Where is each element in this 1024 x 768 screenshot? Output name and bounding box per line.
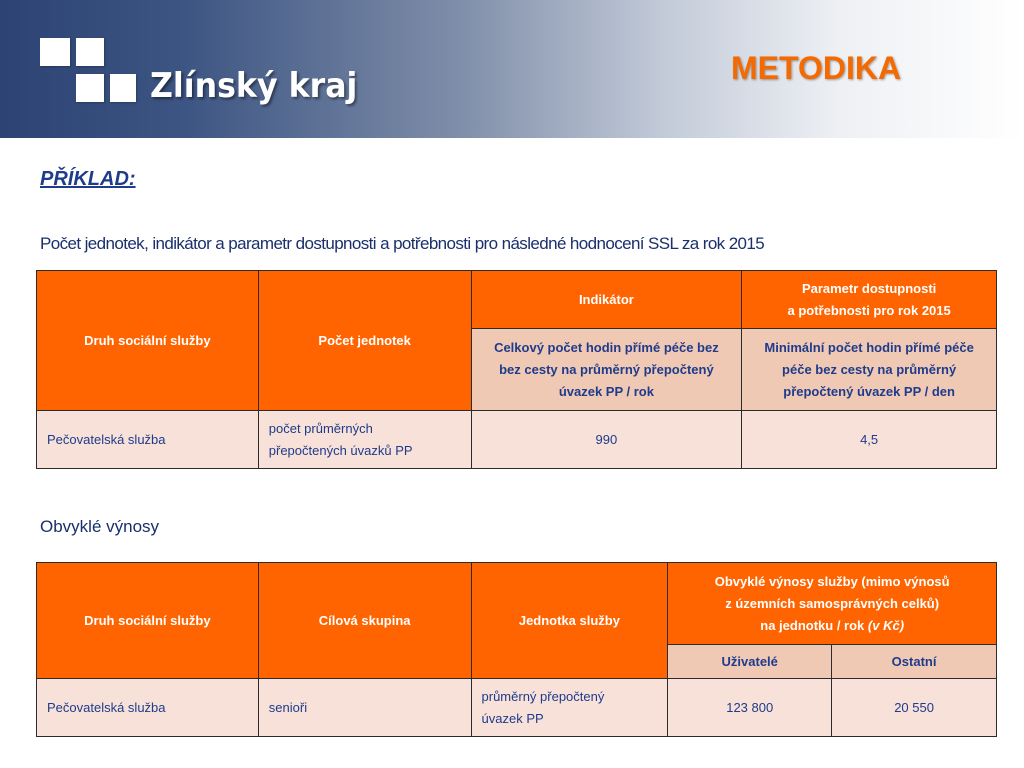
header-service-type: Druh sociální služby bbox=[37, 271, 259, 411]
cell-parameter-value: 4,5 bbox=[742, 411, 997, 469]
cell-unit-line2: úvazek PP bbox=[481, 710, 544, 726]
cell-other-value: 20 550 bbox=[832, 679, 997, 737]
header-parameter-line2: a potřebnosti pro rok 2015 bbox=[787, 302, 951, 318]
example-heading: PŘÍKLAD: bbox=[40, 168, 136, 190]
cell-service: Pečovatelská služba bbox=[37, 679, 259, 737]
header-unit: Jednotka služby bbox=[471, 563, 668, 679]
table-row bbox=[37, 411, 997, 469]
section-title: METODIKA bbox=[731, 50, 902, 86]
header-revenue-line1: Obvyklé výnosy služby (mimo výnosů bbox=[714, 573, 950, 589]
header-revenue-line2: z územních samosprávných celků) bbox=[725, 595, 940, 611]
cell-users-value: 123 800 bbox=[668, 679, 832, 737]
table-row bbox=[37, 679, 997, 737]
table-description: Počet jednotek, indikátor a parametr dostupnosti a potřebnosti pro následné hodnocení SSL za rok 2015 bbox=[40, 234, 765, 253]
subheader-users: Uživatelé bbox=[668, 645, 832, 679]
cell-units-line2: přepočtených úvazků PP bbox=[268, 442, 413, 458]
header-service-type: Druh sociální služby bbox=[37, 563, 259, 679]
subheader-indicator: Celkový počet hodin přímé péče bez bez cesty na průměrný přepočtený úvazek PP / rok bbox=[471, 329, 742, 411]
header-parameter-line1: Parametr dostupnosti bbox=[801, 280, 937, 296]
cell-target-group: senioři bbox=[258, 679, 471, 737]
header-units: Počet jednotek bbox=[258, 271, 471, 411]
cell-unit-line1: průměrný přepočtený bbox=[481, 688, 605, 704]
header-indicator: Indikátor bbox=[471, 271, 742, 329]
header-revenue bbox=[668, 563, 997, 645]
cell-indicator-value: 990 bbox=[471, 411, 742, 469]
cell-units-line1: počet průměrných bbox=[268, 420, 373, 436]
header-parameter bbox=[742, 271, 997, 329]
subheader-other: Ostatní bbox=[832, 645, 997, 679]
cell-service: Pečovatelská služba bbox=[37, 411, 259, 469]
cell-unit bbox=[471, 679, 668, 737]
revenue-table bbox=[36, 562, 997, 737]
header-banner bbox=[0, 0, 1024, 138]
header-revenue-currency: (v Kč) bbox=[867, 617, 905, 633]
header-revenue-line3: na jednotku / rok bbox=[760, 617, 865, 633]
cell-units bbox=[258, 411, 471, 469]
revenue-subheading: Obvyklé výnosy bbox=[40, 517, 160, 536]
indicator-table bbox=[36, 270, 997, 469]
header-target-group: Cílová skupina bbox=[258, 563, 471, 679]
subheader-parameter: Minimální počet hodin přímé péče péče bez cesty na průměrný přepočtený úvazek PP / den bbox=[742, 329, 997, 411]
zlinsky-kraj-logo-icon bbox=[40, 38, 136, 106]
brand-name: Zlínský kraj bbox=[150, 66, 358, 106]
